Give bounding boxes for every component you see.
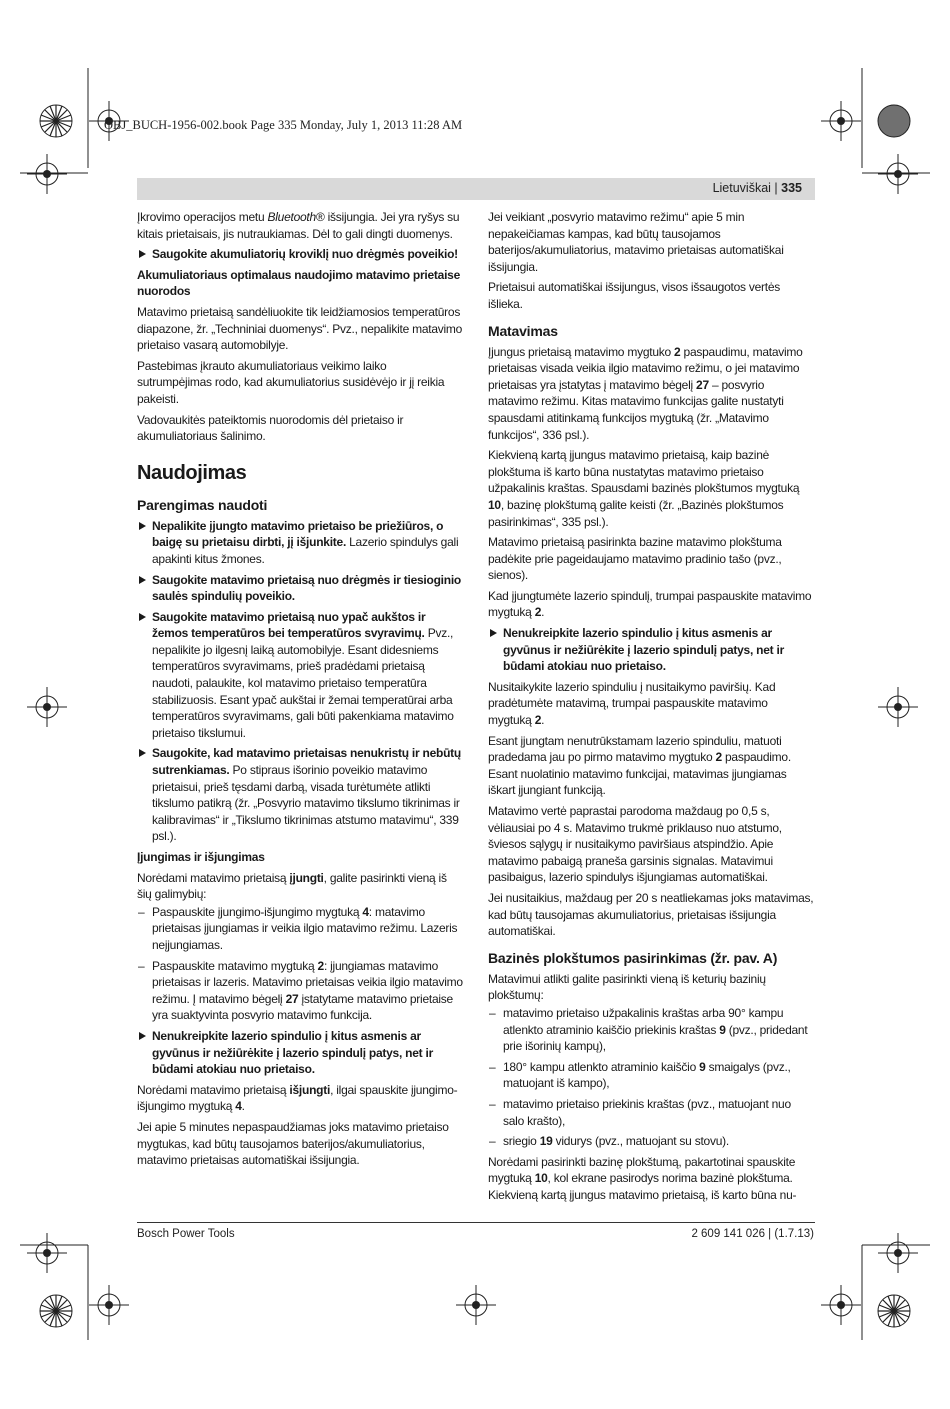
paragraph: Įjungus prietaisą matavimo mygtuko 2 paspaudimu, matavimo prietaisas visada veikia ilgio matavimo režimu, o jei matavimo prietaisas yra įstatytas į matavimo bėgelį 27 – posvyrio matavimo režimu. Kitas matavimo funkcijas galite nustatyti spausdami atitinkamą funkcijos mygtuką (žr. „Matavimo funkcijos“, 336 psl.). [488, 344, 803, 442]
list-item: – 180° kampu atlenkto atraminio kaiščio 9 smaigalys (pvz., matuojant iš kampo), [488, 1059, 814, 1092]
footer-rule [137, 1222, 815, 1223]
starburst-mark-icon [39, 1294, 73, 1328]
warning-item: Saugokite, kad matavimo prietaisas nenukristų ir nebūtų sutrenkiamas. Po stipraus išorinio poveikio matavimo prietaisui, prieš tęsdami darbą, visada turėtumėte atlikti tikslumo patikrą (žr. „Posvyrio matavimo tikslumo tikrinimas ir kalibravimas“ ir „Tikslumo tikrinimas atstumo matavimu“, 339 psl.). [137, 745, 463, 845]
paragraph: Nusitaikykite lazerio spinduliu į nusitaikymo paviršių. Kad pradėtumėte matavimą, trumpai paspauskite matavimo mygtuką 2. [488, 679, 776, 728]
registration-target-icon [27, 687, 67, 727]
header-section: Lietuviškai [712, 181, 771, 195]
paragraph: Prietaisui automatiškai išsijungus, visos išsaugotos vertės išlieka. [488, 280, 781, 311]
paragraph: Norėdami matavimo prietaisą įjungti, galite pasirinkti vieną iš šių galimybių: [137, 870, 447, 902]
left-column [137, 209, 463, 1173]
registration-target-icon [878, 1233, 918, 1273]
subsection-heading: Matavimas [488, 322, 558, 339]
paragraph: Jei veikiant „posvyrio matavimo režimu“ apie 5 min nepakeičiamas kampas, kad būtų tausojamos baterijos/akumuliatorius, matavimo prietaisas automatiškai išsijungia. [488, 210, 784, 274]
paragraph: Jei apie 5 minutes nepaspaudžiamas joks matavimo prietaiso mygtukas, kad būtų tausojamos baterijos/akumuliatorius, matavimo prietaisas automatiškai išsijungia. [137, 1119, 449, 1168]
paragraph: Kiekvieną kartą įjungus matavimo prietaisą, kaip bazinė plokštuma iš karto būna nustatytas matavimo prietaiso užpakalinis kraštas. Spausdami bazinės plokštumos mygtuką 10, bazinę plokštumą galite keisti (žr. „Bazinės plokštumos pasirinkimas“, 335 psl.). [488, 448, 800, 529]
section-heading: Naudojimas [137, 461, 247, 484]
starburst-mark-icon [39, 104, 73, 138]
paragraph: Matavimo vertė paprastai parodoma maždaug po 0,5 s, vėliausiai po 4 s. Matavimo trukmė priklauso nuo atstumo, šviesos sąlygų ir nusitaikymo paviršiaus atspindžio. Apie matavimo pabaigą praneša garsinis signalas. Matavimui pasibaigus, lazerio spindulys išjungiamas automatiškai. [488, 804, 782, 885]
page-number: 335 [781, 181, 802, 195]
grey-patch-icon [877, 104, 911, 138]
list-item: – Paspauskite įjungimo-išjungimo mygtuką 4: matavimo prietaisas įjungiamas ir veikia ilgio matavimo režimu. Lazeris neįjungiamas. [137, 904, 463, 954]
footer-doc-number: 2 609 141 026 | (1.7.13) [691, 1228, 814, 1240]
subsection-heading: Parengimas naudoti [137, 496, 268, 513]
paragraph: Esant įjungtam nenutrūkstamam lazerio spinduliu, matuoti pradedama jau po pirmo matavimo mygtuko 2 paspaudimo. Esant nuolatinio matavimo funkcijai, matavimas įjungiamas iškart įjungiant funkciją. [488, 733, 791, 798]
registration-target-icon [27, 154, 67, 194]
paragraph: Matavimo prietaisą pasirinkta bazine matavimo plokštuma padėkite prie pageidaujamo matavimo pradinio tašo (pvz., sienos). [488, 535, 782, 583]
paragraph: Vadovaukitės pateiktomis nuorodomis dėl prietaiso ir akumuliatoriaus šalinimo. [137, 412, 404, 444]
subheading: Akumuliatoriaus optimalaus naudojimo matavimo prietaise nuorodos [137, 267, 460, 299]
warning-item: Saugokite matavimo prietaisą nuo drėgmės ir tiesioginio saulės spindulių poveikio. [137, 572, 463, 605]
print-slug: OBJ_BUCH-1956-002.book Page 335 Monday, July 1, 2013 11:28 AM [104, 118, 463, 132]
subheading: Įjungimas ir išjungimas [137, 850, 265, 864]
list-item: – matavimo prietaiso priekinis kraštas (pvz., matuojant nuo salo krašto), [488, 1096, 814, 1129]
registration-target-icon [821, 1285, 861, 1325]
paragraph: Įkrovimo operacijos metu Bluetooth® išsijungia. Jei yra ryšys su kitais prietaisais, jis nutraukiamas. Dėl to gali dingti duomenys. [137, 210, 460, 241]
registration-target-icon [456, 1285, 496, 1325]
footer-brand: Bosch Power Tools [137, 1228, 235, 1240]
starburst-mark-icon [877, 1294, 911, 1328]
running-header [713, 181, 802, 195]
paragraph: Matavimo prietaisą sandėliuokite tik leidžiamosios temperatūros diapazone, žr. „Techniniai duomenys“. Pvz., nepalikite matavimo prietaiso vasarą automobilyje. [137, 304, 463, 353]
list-item: – Paspauskite matavimo mygtuką 2: įjungiamas matavimo prietaisas ir lazeris. Matavimo prietaisas veikia ilgio matavimo režimu. Į matavimo bėgelį 27 įstatytame matavimo prietaise yra suaktyvinta posvyrio matavimo funkcija. [137, 958, 463, 1024]
paragraph: Pastebimas įkrauto akumuliatoriaus veikimo laiko sutrumpėjimas rodo, kad akumuliatorius susidėvėjo ir jį reikia pakeisti. [137, 358, 445, 406]
warning-item: Saugokite akumuliatorių kroviklį nuo drėgmės poveikio! [137, 246, 463, 263]
list-item: – sriegio 19 vidurys (pvz., matuojant su stovu). [488, 1133, 814, 1150]
warning-item: Nepalikite įjungto matavimo prietaiso be priežiūros, o baigę su prietaisu dirbti, jį išjunkite. Lazerio spindulys gali apakinti kitus žmones. [137, 518, 463, 568]
paragraph: Norėdami matavimo prietaisą išjungti, ilgai spauskite įjungimo-išjungimo mygtuką 4. [137, 1082, 458, 1114]
paragraph: Norėdami pasirinkti bazinę plokštumą, pakartotinai spauskite mygtuką 10, kol ekrane pasirodys norima bazinė plokštuma. Kiekvieną kartą įjungus matavimo prietaisą, iš karto būna nu- [488, 1154, 797, 1202]
right-column [488, 209, 814, 1207]
warning-item: Nenukreipkite lazerio spindulio į kitus asmenis ar gyvūnus ir nežiūrėkite į lazerio spindulį patys, net ir būdami atokiau nuo prietaiso. [137, 1028, 463, 1078]
registration-target-icon [89, 1285, 129, 1325]
paragraph: Matavimui atlikti galite pasirinkti vieną iš keturių bazinių plokštumų: [488, 971, 766, 1003]
header-separator: | [770, 181, 782, 195]
warning-item: Nenukreipkite lazerio spindulio į kitus asmenis ar gyvūnus ir nežiūrėkite į lazerio spindulį patys, net ir būdami atokiau nuo prietaiso. [488, 625, 814, 675]
registration-target-icon [878, 687, 918, 727]
registration-target-icon [27, 1233, 67, 1273]
registration-target-icon [821, 101, 861, 141]
paragraph: Jei nusitaikius, maždaug per 20 s neatliekamas joks matavimas, kad būtų tausojamas akumuliatorius, prietaisas išsijungia automatiškai. [488, 890, 814, 939]
registration-target-icon [878, 154, 918, 194]
subsection-heading: Bazinės plokštumos pasirinkimas (žr. pav. A) [488, 949, 778, 966]
paragraph: Kad įjungtumėte lazerio spindulį, trumpai paspauskite matavimo mygtuką 2. [488, 588, 812, 620]
list-item: – matavimo prietaiso užpakalinis kraštas arba 90° kampu atlenkto atraminio kaiščio priekinis kraštas 9 (pvz., pridedant prie išorinių kampų), [488, 1005, 814, 1055]
warning-item: Saugokite matavimo prietaisą nuo ypač aukštos ir žemos temperatūros bei temperatūros svyravimų. Pvz., nepalikite jo ilgesnį laiką automobilyje. Esant didesniems temperatūros svyravimams, prieš pradėdami prietaisą naudoti, palaukite, kol matavimo prietaiso temperatūra stabilizuosis. Esant ypač aukštai ir žemai temperatūrai arba temperatūros svyravimams, gali būti pakenkiama matavimo prietaiso tikslumui. [137, 609, 463, 742]
